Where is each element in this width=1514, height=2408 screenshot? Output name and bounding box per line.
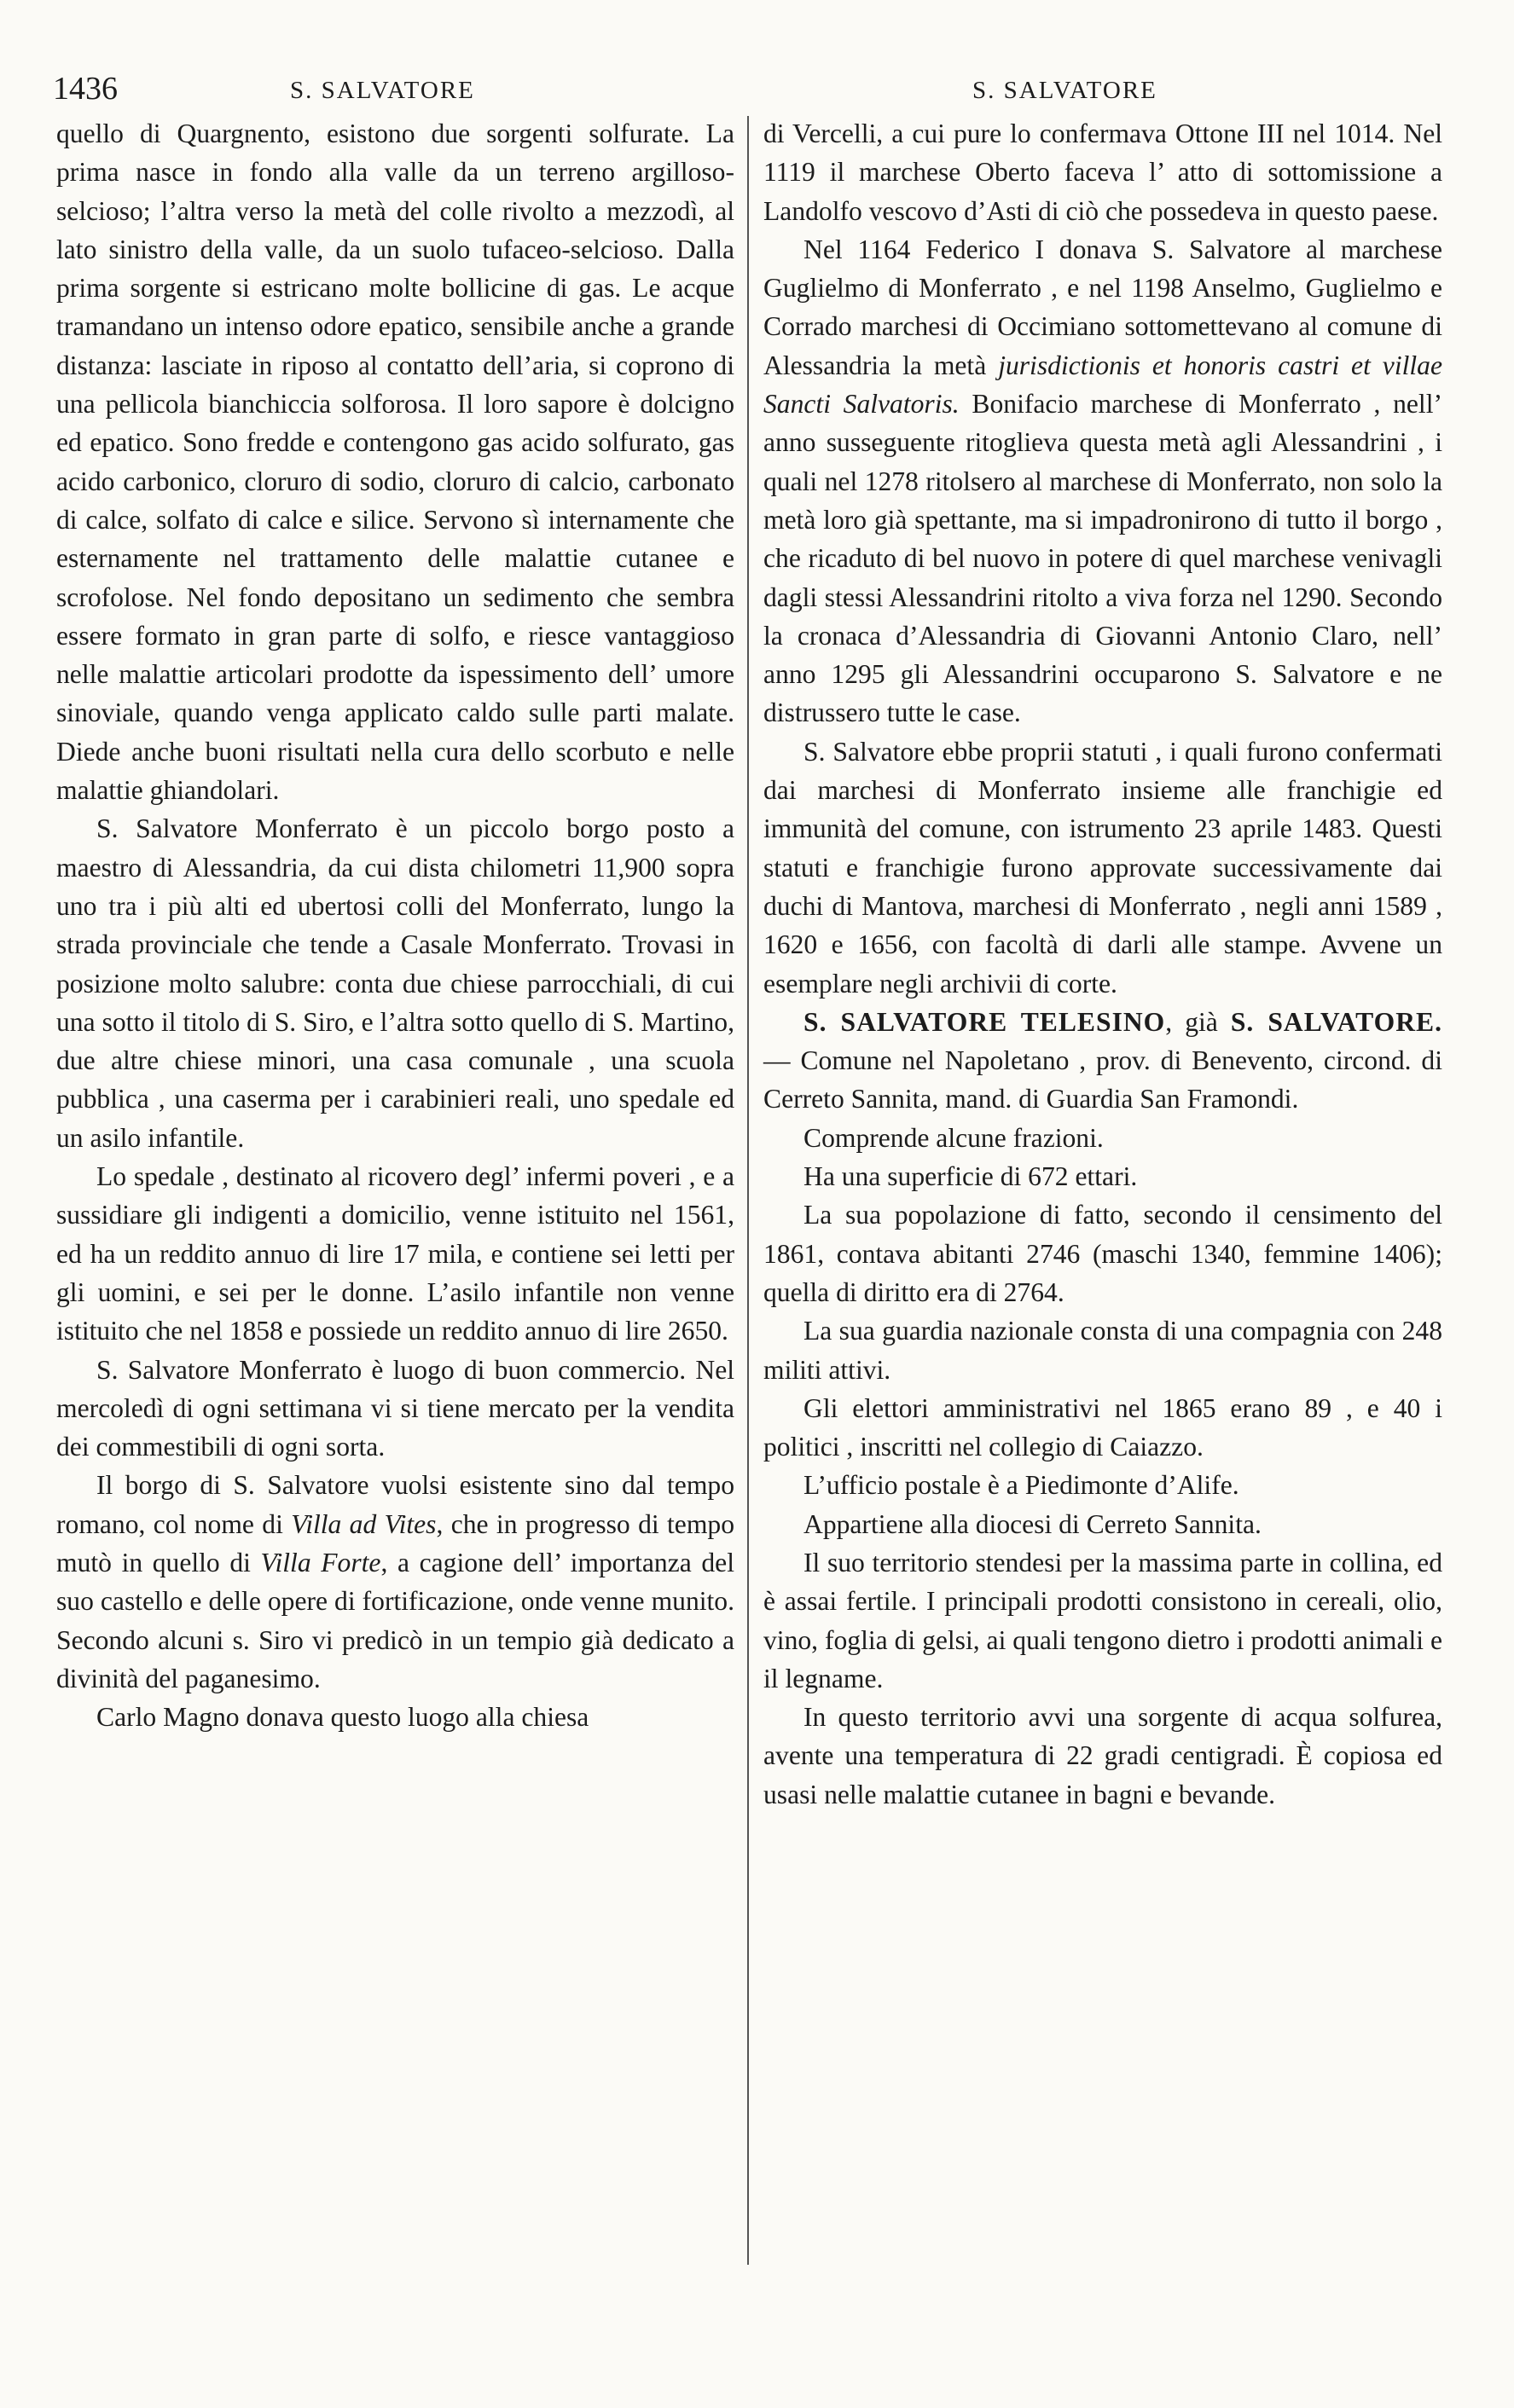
italic-latin-phrase: jurisdictionis et honoris castri et villae Sancti Salvatoris. [763,350,1442,420]
italic-villa-ad-vites: Villa ad Vites [291,1508,437,1539]
paragraph-spedale: Lo spedale , destinato al ricovero degl’ infermi poveri , e a sussidiare gli indigenti a domicilio, venne istituito nel 1561, ed ha un reddito annuo di lire 17 mila, e contiene sei letti per gli uomini, e sei per le donne. L’asilo infantile non venne istituito che nel 1858 e possiede un reddito annuo di lire 2650. [56,1161,734,1346]
paragraph-frazioni: Comprende alcune frazioni. [803,1122,1104,1153]
italic-villa-forte: Villa Forte [260,1547,381,1577]
paragraph-sorgente: In questo territorio avvi una sorgente di acqua solfurea, avente una temperatura di 22 gradi centigradi. È copiosa ed usasi nelle malattie cutanee in bagni e bevande. [763,1702,1442,1809]
page-number: 1436 [53,71,118,107]
paragraph-diocesi: Appartiene alla diocesi di Cerreto Sannita. [803,1508,1262,1539]
paragraph-statuti: S. Salvatore ebbe proprii statuti , i quali furono confermati dai marchesi di Monferrato insieme alle franchigie ed immunità del comune, con istrumento 23 aprile 1483. Questi statuti e franchigie furono approvate successivamente dai duchi di Mantova, marchesi di Monferrato , negli anni 1589 , 1620 e 1656, con facoltà di darli alle stampe. Avvene un esemplare negli archivii di corte. [763,736,1442,999]
left-column [56,114,734,1736]
paragraph-commercio: S. Salvatore Monferrato è luogo di buon commercio. Nel mercoledì di ogni settimana vi si tiene mercato per la vendita dei commestibili di ogni sorta. [56,1354,734,1462]
running-head-right: S. SALVATORE [972,77,1157,104]
paragraph-vercelli: di Vercelli, a cui pure lo confermava Ottone III nel 1014. Nel 1119 il marchese Oberto faceva l’ atto di sottomissione a Landolfo vescovo d’Asti di ciò che possedeva in questo paese. [763,119,1442,226]
paragraph-territorio: Il suo territorio stendesi per la massima parte in collina, ed è assai fertile. I principali prodotti consistono in cereali, olio, vino, foglia di gelsi, ai quali tengono dietro i prodotti animali e il legname. [763,1547,1442,1693]
entry-heading: S. SALVATORE TELESINO [803,1006,1166,1037]
right-column [763,114,1442,1814]
paragraph-elettori: Gli elettori amministrativi nel 1865 erano 89 , e 40 i politici , inscritti nel collegio di Caiazzo. [763,1392,1442,1462]
paragraph-telesino-entry: S. SALVATORE TELESINO, già S. SALVATORE. — Comune nel Napoletano , prov. di Benevento, circond. di Cerreto Sannita, mand. di Guardia San Framondi. [763,1006,1442,1114]
paragraph-popolazione: La sua popolazione di fatto, secondo il censimento del 1861, contava abitanti 2746 (maschi 1340, femmine 1406); quella di diritto era di 2764. [763,1200,1442,1307]
paragraph-superficie: Ha una superficie di 672 ettari. [803,1161,1138,1192]
paragraph-sulfur-springs: quello di Quargnento, esistono due sorgenti solfurate. La prima nasce in fondo alla valle da un terreno argilloso-selcioso; l’altra verso la metà del colle rivolto a mezzodì, al lato sinistro della valle, da un suolo tufaceo-selcioso. Dalla prima sorgente si estricano molte bollicine di gas. Le acque tramandano un intenso odore epatico, sensibile anche a grande distanza: lasciate in riposo al contatto dell’aria, si coprono di una pellicola bianchiccia solforosa. Il loro sapore è dolcigno ed epatico. Sono fredde e contengono gas acido solfurato, gas acido carbonico, cloruro di sodio, cloruro di calcio, carbonato di calce, solfato di calce e silice. Servono sì internamente che esternamente nel trattamento delle malattie cutanee e scrofolose. Nel fondo depositano un sedimento che sembra essere formato in gran parte di solfo, e riesce vantaggioso nelle malattie articolari prodotte da ispessimento dell’ umore sinoviale, quando venga applicato caldo sulle parti malate. Diede anche buoni risultati nella cura dello scorbuto e nelle malattie ghiandolari. [56,119,734,806]
entry-heading-alt: S. SALVATORE. [1230,1006,1442,1037]
paragraph-guardia: La sua guardia nazionale consta di una compagnia con 248 militi attivi. [763,1316,1442,1385]
paragraph-history-roman: Il borgo di S. Salvatore vuolsi esistente sino dal tempo romano, col nome di Villa ad Vites, che in progresso di tempo mutò in quello di Villa Forte, a cagione dell’ importanza del suo castello e delle opere di fortificazione, onde venne munito. Secondo alcuni s. Siro vi predicò in un tempio già dedicato a divinità del paganesimo. [56,1470,734,1693]
running-head-left: S. SALVATORE [290,77,475,104]
column-divider [747,116,749,2265]
paragraph-borgo-description: S. Salvatore Monferrato è un piccolo borgo posto a maestro di Alessandria, da cui dista chilometri 11,900 sopra uno tra i più alti ed ubertosi colli del Monferrato, lungo la strada provinciale che tende a Casale Monferrato. Trovasi in posizione molto salubre: conta due chiese parrocchiali, di cui una sotto il titolo di S. Siro, e l’altra sotto quello di S. Martino, due altre chiese minori, una casa comunale , una scuola pubblica , una caserma per i carabinieri reali, uno spedale ed un asilo infantile. [56,813,734,1153]
paragraph-ufficio-postale: L’ufficio postale è a Piedimonte d’Alife. [803,1470,1239,1501]
paragraph-federico: Nel 1164 Federico I donava S. Salvatore al marchese Guglielmo di Monferrato , e nel 1198 Anselmo, Guglielmo e Corrado marchesi di Occimiano sottomettevano al comune di Alessandria la metà jurisdictionis et honoris castri et villae Sancti Salvatoris. Bonifacio marchese di Monferrato , nell’ anno susseguente ritoglieva questa metà agli Alessandrini , i quali nel 1278 ritolsero al marchese di Monferrato, non solo la metà loro già spettante, ma si impadronirono di tutto il borgo , che ricaduto di bel nuovo in potere di quel marchese venivagli dagli stessi Alessandrini ritolto a viva forza nel 1290. Secondo la cronaca d’Alessandria di Giovanni Antonio Claro, nell’ anno 1295 gli Alessandrini occuparono S. Salvatore e ne distrussero tutte le case. [763,234,1442,728]
page-header [0,70,1514,113]
paragraph-carlo-magno: Carlo Magno donava questo luogo alla chiesa [96,1702,589,1733]
